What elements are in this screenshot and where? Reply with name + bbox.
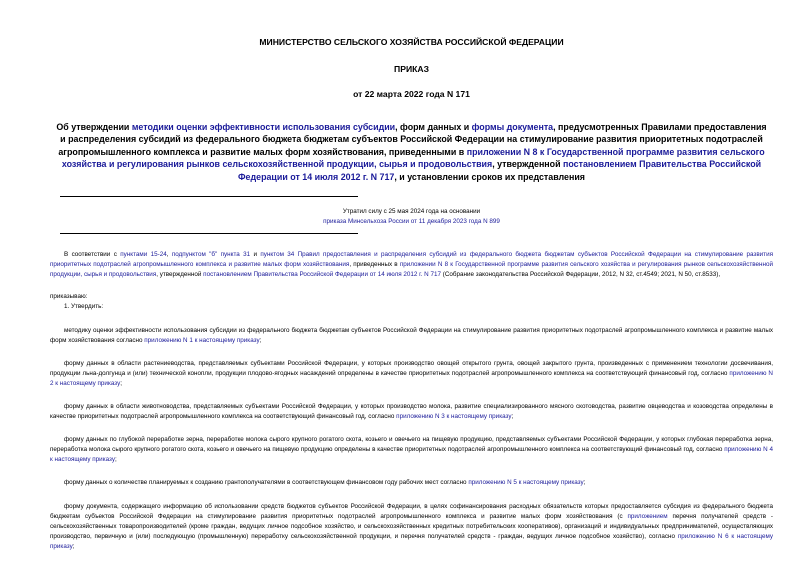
annex-4-link[interactable]: приложению N 4 к настоящему приказу — [50, 446, 774, 464]
title-text: , утвержденной — [492, 159, 564, 170]
orders-word: приказываю: — [50, 293, 88, 301]
basis-text: , — [166, 251, 172, 259]
basis-text: , утвержденной — [156, 271, 204, 279]
basis-text: и — [250, 251, 261, 259]
document-title — [50, 121, 773, 183]
title-text: , и установлении сроков их представления — [394, 171, 585, 182]
ministry-name: МИНИСТЕРСТВО СЕЛЬСКОГО ХОЗЯЙСТВА РОССИЙСКОЙ ФЕДЕРАЦИИ — [259, 37, 564, 47]
item-text: ; — [259, 336, 262, 344]
title-link-resolution-717[interactable]: постановлением Правительства Российской Федерации от 14 июля 2012 г. N 717 — [237, 159, 762, 182]
basis-link-resolution-717[interactable]: постановлением Правительства Российской Федерации от 14 июля 2012 г. N 717 — [203, 271, 441, 279]
basis-text: , приведенных в — [349, 261, 400, 269]
item-text: форму данных о количестве планируемых к созданию грантополучателями в соответствующем финансовом году рабочих мест согласно — [64, 479, 469, 487]
item-text: методику оценки эффективности использования субсидии из федерального бюджета бюджетам субъектов Российской Федерации на стимулирование развития приоритетных подотраслей агропромышленного комплекса и развитие малых форм хозяйствования согласно — [50, 326, 773, 344]
item-1-heading: 1. Утвердить: — [64, 303, 104, 311]
repeal-notice-text: Утратил силу с 25 мая 2024 года на основании — [342, 208, 481, 216]
repeal-notice — [50, 207, 773, 227]
item-text: ; — [72, 542, 75, 550]
repeal-order-link[interactable]: приказа Минсельхоза России от 11 декабря 2023 года N 899 — [323, 218, 500, 226]
annex-5-link[interactable]: приложению N 5 к настоящему приказу — [468, 479, 584, 487]
item-text: ; — [583, 479, 586, 487]
item-text: форму данных в области растениеводства, представляемых субъектами Российской Федерации, у которых производство овощей открытого грунта, овощей закрытого грунта, произведенных с применением технологии досвечивания, продукции льна-долгунца и (или) технической конопли, продукции плодово-ягодных насаждений определены в качестве приоритетных подотраслей агропромышленного комплекса на соответствующий финансовый год, согласно — [50, 359, 773, 377]
item-text: ; — [115, 456, 117, 464]
title-text: , форм данных и — [395, 122, 472, 132]
title-link-methodology[interactable]: методики оценки эффективности использования субсидии — [131, 122, 396, 132]
document-type: ПРИКАЗ — [394, 64, 429, 74]
item-text: ; — [120, 379, 122, 387]
item-text: форму данных в области животноводства, представляемых субъектами Российской Федерации, у которых производство молока, развитие специализированного мясного скотоводства, развитие овцеводства и козоводства определены в качестве приоритетных подотраслей агропромышленного комплекса на соответствующий финансовый год, согласно — [50, 402, 773, 421]
basis-link-point-34-rules[interactable]: пунктом 34 Правил предоставления и распределения субсидий из федерального бюджета бюджетам субъектов Российской Федерации на стимулирование развития приоритетных подотраслей агропромышленного комплекса и развитие малых форм хозяйствования — [50, 251, 773, 269]
item-livestock-form — [50, 402, 773, 422]
annex-3-link[interactable]: приложению N 3 к настоящему приказу — [396, 413, 512, 421]
recipients-annex-link[interactable]: приложением — [627, 512, 668, 520]
annex-6-link[interactable]: приложению N 6 к настоящему приказу — [50, 532, 773, 550]
document-date: от 22 марта 2022 года N 171 — [353, 89, 470, 99]
divider-top — [60, 196, 358, 197]
item-processing-form — [50, 435, 773, 465]
annex-1-link[interactable]: приложению N 1 к настоящему приказу — [144, 336, 260, 344]
document-body — [50, 250, 773, 552]
title-link-document-form[interactable]: формы документа — [471, 122, 554, 132]
basis-text: В соответствии с — [64, 251, 121, 259]
item-funds-document-form — [50, 502, 773, 552]
item-jobs-form — [50, 478, 773, 488]
basis-link-subpoint-b-31[interactable]: подпунктом "б" пункта 31 — [171, 251, 251, 259]
item-text: форму документа, содержащего информацию об использовании средств бюджетов субъектов Российской Федерации, в целях софинансирования расходных обязательств которых предоставляется субсидия из федерального бюджета бюджетам субъектов Российской Федерации на стимулирование развития приоритетных подотраслей агропромышленного комплекса и развитие малых форм хозяйствования (с — [50, 502, 773, 520]
item-crop-form — [50, 359, 773, 389]
basis-paragraph — [50, 250, 773, 280]
title-text: Об утверждении — [56, 122, 132, 132]
basis-link-annex-8[interactable]: приложении N 8 к Государственной программе развития сельского хозяйства и регулирования рынков сельскохозяйственной продукции, сырья и продовольствия — [50, 261, 773, 279]
annex-2-link[interactable]: приложению N 2 к настоящему приказу — [50, 369, 773, 387]
item-text: форму данных по глубокой переработке зерна, переработке молока сырого крупного рогатого скота, козьего и овечьего на пищевую продукцию, представляемых субъектами Российской Федерации, у которых глубокая переработка зерна, переработка молока сырого крупного рогатого скота, козьего и овечьего на пищевую продукцию определены в качестве приоритетных подотраслей агропромышленного комплекса на соответствующий финансовый год, согласно — [50, 436, 773, 454]
divider-bottom — [60, 233, 358, 234]
title-link-annex-8[interactable]: приложении N 8 к Государственной программе развития сельского хозяйства и регулирования рынков сельскохозяйственной продукции, сырья и продовольствия — [61, 146, 765, 170]
basis-text: (Собрание законодательства Российской Федерации, 2012, N 32, ст.4549; 2021, N 50, ст.8533), — [441, 271, 721, 279]
basis-link-points-15-24[interactable]: пунктами 15-24 — [120, 251, 167, 259]
title-text: , предусмотренных Правилами предоставления и распределения субсидий из федерального бюджета бюджетам субъектов Российской Федерации на стимулирование развития приоритетных подотраслей агропромышленного комплекса и развитие малых форм хозяйствования, приведенными в — [58, 122, 767, 157]
item-methodology — [50, 326, 773, 346]
item-text: перечня получателей средств - сельскохозяйственных товаропроизводителей (кроме граждан, ведущих личное подсобное хозяйство, и сельскохозяйственных кредитных потребительских кооперативов), организаций и индивидуальных предпринимателей, осуществляющих производство, первичную и (или) последующую (промышленную) переработку сельскохозяйственной продукции, и перечня получателей средств - граждан, ведущих личное подсобное хозяйство), согласно — [50, 512, 773, 540]
item-text: ; — [511, 413, 514, 421]
